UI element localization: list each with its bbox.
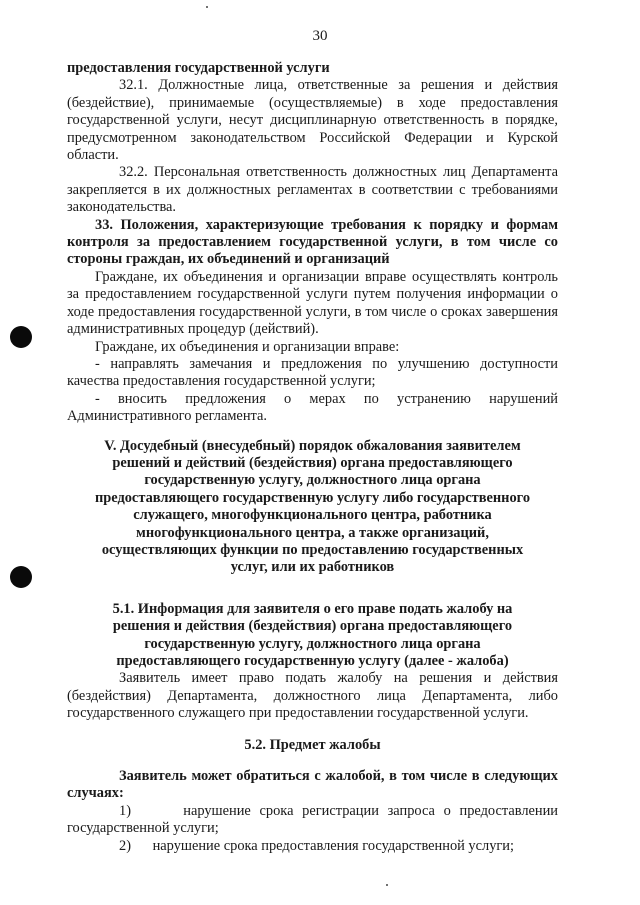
paragraph-33-4: - вносить предложения о мерах по устранению нарушений Административного регламента. xyxy=(67,390,558,425)
list-item xyxy=(67,838,558,855)
paragraph-33-1: Граждане, их объединения и организации вправе осуществлять контроль за предоставлением государственной услуги путем получения информации о ходе предоставления государственной услуги, в том числе о сроках завершения административных процедур (действий). xyxy=(67,268,558,338)
section-v-line: осуществляющих функции по предоставлению государственных xyxy=(101,541,524,558)
heading-5-2: 5.2. Предмет жалобы xyxy=(244,736,381,753)
scan-speck xyxy=(206,6,208,8)
paragraph-33-2: Граждане, их объединения и организации вправе: xyxy=(95,338,400,355)
section-v-line: V. Досудебный (внесудебный) порядок обжалования заявителем xyxy=(104,437,521,454)
list-number: 2) xyxy=(119,837,131,854)
heading-33: 33. Положения, характеризующие требования к порядку и формам контроля за предоставлением государственной услуги, в том числе со стороны граждан, их объединений и организаций xyxy=(67,216,558,268)
paragraph-33-3: - направлять замечания и предложения по улучшению доступности качества предоставления государственной услуги; xyxy=(67,355,558,390)
list-text: нарушение срока предоставления государственной услуги; xyxy=(152,837,514,854)
heading-5-1-line: предоставляющего государственную услугу (далее - жалоба) xyxy=(116,653,509,669)
section-v-line: государственную услугу, должностного лица органа xyxy=(144,472,481,489)
list-item xyxy=(67,803,558,838)
heading-5-1-line: решения и действия (бездействия) органа предоставляющего xyxy=(112,618,513,635)
section-v-line: решений и действий (бездействия) органа предоставляющего xyxy=(112,454,513,471)
scan-speck xyxy=(386,884,388,886)
heading-continuation: предоставления государственной услуги xyxy=(67,60,330,76)
cases-list xyxy=(67,803,558,855)
paragraph-32-2: 32.2. Персональная ответственность должностных лиц Департамента закрепляется в их должностных регламентах в соответствии с требованиями законодательства. xyxy=(67,164,558,216)
paragraph-5-1: Заявитель имеет право подать жалобу на решения и действия (бездействия) Департамента, должностного лица Департамента, либо государственного служащего при предоставлении государственной услуги. xyxy=(67,670,558,722)
document-body xyxy=(67,60,558,855)
section-v-line: многофункционального центра, а также организаций, xyxy=(136,524,489,541)
heading-5-1-line: 5.1. Информация для заявителя о его праве подать жалобу на xyxy=(112,600,513,617)
list-text: нарушение срока регистрации запроса о предоставлении государственной услуги; xyxy=(67,802,558,837)
heading-5-1 xyxy=(67,601,558,671)
paragraph-32-1: 32.1. Должностные лица, ответственные за решения и действия (бездействие), принимаемые (осуществляемые) в ходе предоставления государственной услуги, несут дисциплинарную ответственность в порядке, предусмотренном законодательством Российской Федерации и Курской области. xyxy=(67,77,558,164)
paragraph-5-2: Заявитель может обратиться с жалобой, в том числе в следующих случаях: xyxy=(67,768,558,802)
section-v-line: служащего, многофункционального центра, работника xyxy=(133,507,492,524)
section-v-line: услуг, или их работников xyxy=(230,559,395,576)
page-number: 30 xyxy=(312,28,328,44)
heading-5-1-line: государственную услугу, должностного лица органа xyxy=(144,635,481,652)
list-number: 1) xyxy=(119,802,131,819)
section-v-line: предоставляющего государственную услугу либо государственного xyxy=(94,489,531,506)
section-v-heading xyxy=(67,438,558,577)
punch-hole xyxy=(10,566,32,588)
punch-hole xyxy=(10,326,32,348)
